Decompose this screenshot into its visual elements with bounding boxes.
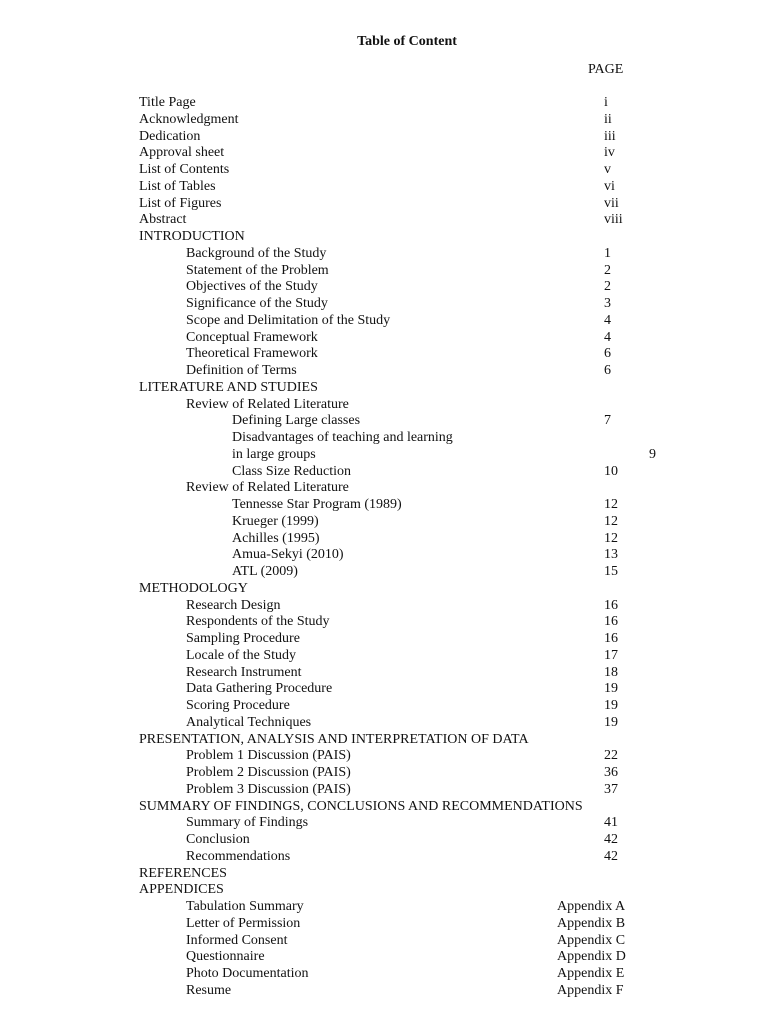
toc-entry-label: Research Instrument — [186, 664, 302, 680]
toc-entry — [0, 715, 768, 732]
toc-entry-page-number: iii — [604, 128, 616, 144]
toc-entry-page-number: 22 — [604, 748, 618, 764]
toc-entry-page-number: 12 — [604, 513, 618, 529]
toc-entry-label: Problem 2 Discussion (PAIS) — [186, 765, 351, 780]
page-title: Table of Content — [357, 34, 457, 49]
toc-entry — [0, 899, 768, 916]
toc-entry-label: Summary of Findings — [186, 815, 309, 831]
toc-entry — [0, 564, 768, 581]
toc-entry-label: METHODOLOGY — [139, 580, 248, 596]
toc-entry — [0, 313, 768, 330]
toc-entry — [0, 346, 768, 363]
toc-entry-page-number: Appendix E — [557, 966, 625, 981]
toc-entry-label: Title Page — [139, 95, 196, 110]
toc-entry-label: Tennesse Star Program (1989) — [232, 497, 402, 512]
toc-entry-label: Respondents of the Study — [186, 614, 330, 630]
toc-entry-label: Locale of the Study — [186, 647, 297, 663]
toc-entry — [0, 145, 768, 162]
toc-entry — [0, 631, 768, 648]
toc-entry-label: Conclusion — [186, 832, 250, 847]
toc-entry-label: Review of Related Literature — [186, 480, 349, 496]
toc-entry-page-number: 2 — [604, 262, 611, 278]
toc-entry — [0, 933, 768, 950]
toc-entry-page-number: 19 — [604, 681, 618, 697]
toc-entry-page-number: 37 — [604, 781, 618, 797]
toc-entry — [0, 681, 768, 698]
toc-entry — [0, 397, 768, 414]
toc-entry — [0, 129, 768, 146]
toc-entry — [0, 263, 768, 280]
toc-entry — [0, 732, 768, 749]
toc-entry-label: Conceptual Framework — [186, 329, 318, 345]
toc-entry-label: Scoring Procedure — [186, 698, 290, 713]
toc-entry-page-number: 18 — [604, 664, 618, 680]
toc-entry — [0, 916, 768, 933]
toc-entry — [0, 648, 768, 665]
toc-entry — [0, 866, 768, 883]
toc-entry — [0, 464, 768, 481]
toc-entry — [0, 447, 768, 464]
toc-entry-page-number: 12 — [604, 530, 618, 546]
toc-entry — [0, 179, 768, 196]
toc-entry-label: Research Design — [186, 597, 281, 613]
toc-entry-page-number: 13 — [604, 547, 618, 563]
toc-entry — [0, 413, 768, 430]
toc-entry-label: Definition of Terms — [186, 363, 297, 378]
toc-entry-page-number: 41 — [604, 815, 618, 831]
toc-entry — [0, 497, 768, 514]
toc-entry-page-number: 1 — [604, 245, 611, 261]
toc-entry-page-number: Appendix C — [557, 932, 626, 948]
toc-entry-label: List of Figures — [139, 195, 222, 211]
toc-entry — [0, 782, 768, 799]
toc-entry — [0, 799, 768, 816]
toc-entry-page-number: Appendix D — [557, 949, 626, 965]
toc-entry-page-number: 2 — [604, 279, 611, 295]
toc-entry-label: Class Size Reduction — [232, 463, 351, 479]
toc-entry-label: Approval sheet — [139, 145, 225, 161]
toc-entry-label: Defining Large classes — [232, 413, 361, 429]
toc-entry-label: Letter of Permission — [186, 915, 301, 931]
toc-entry — [0, 983, 768, 1000]
toc-entry-page-number: 42 — [604, 832, 618, 847]
toc-entry — [0, 229, 768, 246]
toc-entry-label: REFERENCES — [139, 865, 227, 881]
toc-entry-page-number: viii — [604, 212, 623, 228]
toc-entry-label: LITERATURE AND STUDIES — [139, 379, 318, 395]
toc-entry-label: Dedication — [139, 128, 201, 144]
toc-entry — [0, 162, 768, 179]
toc-entry-page-number: 7 — [604, 413, 611, 429]
toc-entry-page-number: Appendix F — [557, 982, 624, 998]
toc-entry-page-number: ii — [604, 111, 612, 127]
toc-entry-page-number: 19 — [604, 698, 618, 713]
toc-entry-label: Review of Related Literature — [186, 396, 349, 412]
toc-entry-label: INTRODUCTION — [139, 229, 245, 244]
toc-entry-page-number: v — [604, 162, 611, 177]
toc-entry — [0, 966, 768, 983]
toc-entry-page-number: 3 — [604, 296, 611, 311]
toc-entry-label: List of Tables — [139, 178, 216, 194]
toc-entry-label: Significance of the Study — [186, 296, 328, 311]
toc-entry-page-number: 36 — [604, 765, 618, 780]
toc-entry — [0, 112, 768, 129]
toc-entry-label: Theoretical Framework — [186, 346, 318, 362]
page-column-header: PAGE — [588, 62, 624, 77]
toc-entry — [0, 698, 768, 715]
toc-entry-page-number: 17 — [604, 647, 618, 663]
toc-entry — [0, 95, 768, 112]
toc-entry-label: Resume — [186, 982, 232, 998]
toc-entry-page-number: 6 — [604, 363, 611, 378]
toc-entry-page-number: vii — [604, 195, 619, 211]
toc-entry-label: Acknowledgment — [139, 111, 239, 127]
toc-entry-label: Informed Consent — [186, 932, 288, 948]
toc-entry — [0, 279, 768, 296]
toc-entry — [0, 531, 768, 548]
toc-entry — [0, 748, 768, 765]
toc-entry-label: ATL (2009) — [232, 564, 298, 579]
toc-entry — [0, 765, 768, 782]
toc-entry-page-number: 4 — [604, 329, 611, 345]
toc-entry-page-number: 16 — [604, 631, 618, 646]
toc-entry-page-number: i — [604, 95, 608, 110]
toc-entry-label: Background of the Study — [186, 245, 327, 261]
toc-entry-label: Tabulation Summary — [186, 899, 304, 914]
toc-entry-page-number: 19 — [604, 714, 618, 730]
toc-entry — [0, 832, 768, 849]
toc-entry — [0, 598, 768, 615]
toc-entry-label: APPENDICES — [139, 882, 224, 898]
toc-entry — [0, 547, 768, 564]
toc-entry-label: SUMMARY OF FINDINGS, CONCLUSIONS AND RECOMMENDATIONS — [139, 798, 583, 814]
toc-entry-page-number: iv — [604, 145, 615, 161]
toc-entry-label: Questionnaire — [186, 949, 265, 965]
toc-entry — [0, 614, 768, 631]
toc-entry-page-number: Appendix A — [557, 899, 626, 914]
toc-entry-label: Abstract — [139, 212, 187, 228]
toc-entry-label: Statement of the Problem — [186, 262, 329, 278]
toc-entry-label: Photo Documentation — [186, 966, 309, 981]
toc-entry — [0, 882, 768, 899]
toc-entry-page-number: 10 — [604, 463, 618, 479]
toc-entry-page-number: 15 — [604, 564, 618, 579]
toc-entry — [0, 196, 768, 213]
toc-entry-page-number: 16 — [604, 597, 618, 613]
toc-entry — [0, 380, 768, 397]
toc-entry-label: Recommendations — [186, 848, 291, 864]
toc-entry-page-number: 42 — [604, 848, 618, 864]
toc-entry — [0, 246, 768, 263]
toc-entry-page-number: 16 — [604, 614, 618, 630]
toc-entry-label: Krueger (1999) — [232, 513, 319, 529]
toc-entry-label: Achilles (1995) — [232, 530, 320, 546]
toc-entry — [0, 514, 768, 531]
toc-entry-label: Data Gathering Procedure — [186, 681, 333, 697]
toc-entry — [0, 949, 768, 966]
toc-entry-label: Sampling Procedure — [186, 631, 300, 646]
toc-entry — [0, 480, 768, 497]
toc-entry-label: Objectives of the Study — [186, 279, 318, 295]
toc-entry-label: Problem 1 Discussion (PAIS) — [186, 748, 351, 764]
toc-entry — [0, 330, 768, 347]
toc-entry — [0, 212, 768, 229]
toc-entry-page-number: Appendix B — [557, 915, 626, 931]
toc-entry-label: in large groups — [232, 446, 316, 462]
toc-entry-label: Scope and Delimitation of the Study — [186, 312, 391, 328]
toc-entry-label: PRESENTATION, ANALYSIS AND INTERPRETATION OF DATA — [139, 731, 529, 747]
toc-entry — [0, 581, 768, 598]
toc-entry-page-number: 4 — [604, 312, 611, 328]
toc-entry-label: List of Contents — [139, 162, 230, 177]
toc-entry-page-number: vi — [604, 178, 615, 194]
toc-entry-page-number: 9 — [649, 446, 656, 462]
toc-entry — [0, 665, 768, 682]
toc-entry-label: Analytical Techniques — [186, 714, 312, 730]
toc-entry-label: Problem 3 Discussion (PAIS) — [186, 781, 351, 797]
toc-entry-label: Amua-Sekyi (2010) — [232, 547, 344, 563]
toc-entry-label: Disadvantages of teaching and learning — [232, 430, 453, 445]
toc-entry — [0, 296, 768, 313]
table-of-contents — [0, 95, 768, 1000]
toc-entry — [0, 363, 768, 380]
toc-entry-page-number: 6 — [604, 346, 611, 362]
toc-entry — [0, 849, 768, 866]
toc-entry-page-number: 12 — [604, 497, 618, 512]
toc-entry — [0, 815, 768, 832]
